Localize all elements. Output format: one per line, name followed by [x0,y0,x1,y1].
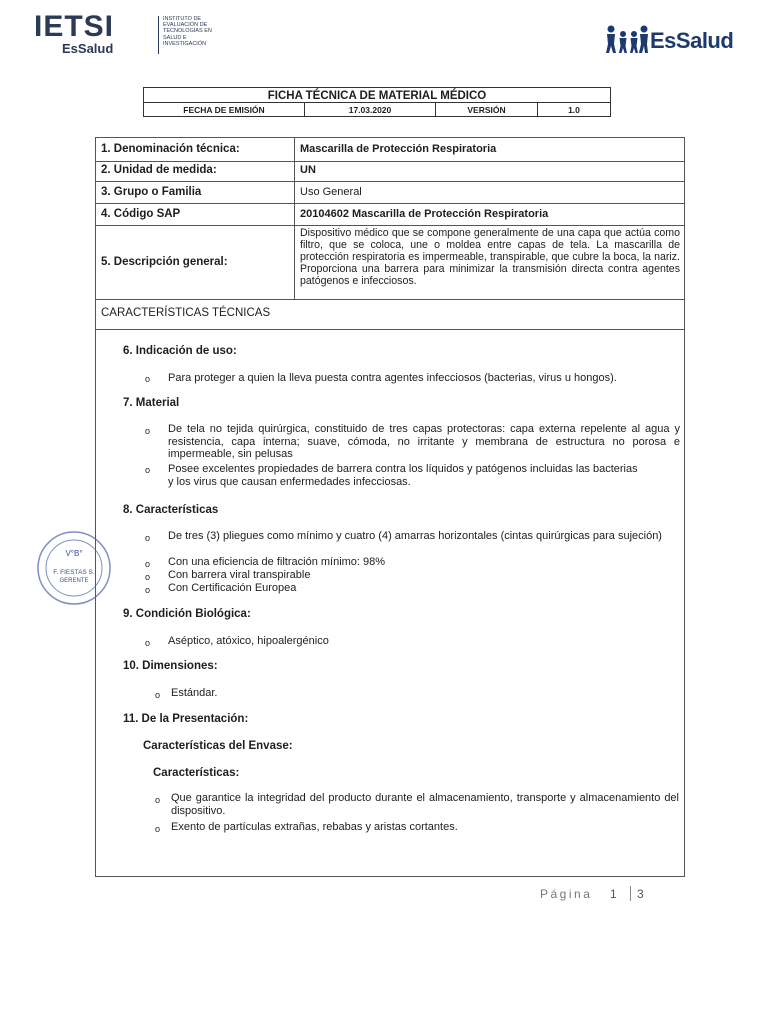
family-icon [604,24,648,54]
list-item: Posee excelentes propiedades de barrera contra los líquidos y patógenos incluidas las bacterias y los virus que causan enfermedades infecciosas. [168,463,638,488]
row-divider [95,203,685,204]
field-value-grupo: Uso General [300,186,362,198]
fecha-emision-value: 17.03.2020 [305,103,436,117]
field-value-codigo-sap: 20104602 Mascarilla de Protección Respiratoria [300,208,549,220]
field-label-descripcion: 5. Descripción general: [101,256,228,268]
field-value-unidad: UN [300,164,316,176]
version-value: 1.0 [568,105,580,115]
ietsi-logo-word: IETSI [34,10,115,43]
logo-divider [158,16,159,54]
bullet-marker: o [145,374,151,384]
section-title-caracteristicas: 8. Características [123,504,219,516]
ietsi-logo-subtitle: EsSalud [62,41,114,56]
list-item: Para proteger a quien la lleva puesta contra agentes infecciosos (bacterias, virus u hongos). [168,372,617,384]
bullet-marker: o [145,533,151,543]
subsection-title-envase: Características del Envase: [143,740,293,752]
section-title-dimensiones: 10. Dimensiones: [123,660,218,672]
list-item: Que garantice la integridad del producto durante el almacenamiento, transporte y almacenamiento del dispositivo. [171,792,679,817]
bullet-marker: o [155,690,161,700]
field-label-grupo: 3. Grupo o Familia [101,186,202,198]
ficha-title: FICHA TÉCNICA DE MATERIAL MÉDICO [144,88,610,103]
bullet-marker: o [145,559,151,569]
row-divider [95,299,685,300]
list-item: Exento de partículas extrañas, rebabas y aristas cortantes. [171,821,458,833]
footer-separator [630,886,631,901]
footer-page-label: Página [540,887,593,901]
stamp-name-text: F. FIESTAS S. [53,569,95,576]
list-item: Con una eficiencia de filtración mínimo: 98% [168,556,386,568]
section-title-indicacion: 6. Indicación de uso: [123,345,237,357]
bullet-marker: o [145,638,151,648]
ietsi-logo-institute: INSTITUTO DE EVALUACIÓN DE TECNOLOGÍAS EN SALUD E INVESTIGACIÓN [163,16,212,47]
row-divider [95,225,685,226]
bullet-marker: o [155,824,161,834]
section-title-condicion: 9. Condición Biológica: [123,608,251,620]
bullet-marker: o [155,795,161,805]
essalud-logo [602,22,747,56]
row-divider [95,181,685,182]
list-item: Estándar. [171,687,218,699]
list-item: Aséptico, atóxico, hipoalergénico [168,635,329,647]
ficha-header-table [143,87,611,117]
footer-page-total: 3 [637,887,644,901]
list-item: De tela no tejida quirúrgica, constituido de tres capas protectoras: capa externa repelente al agua y resistencia, capa interna; suave, cómoda, no irritante y membrana de estructura no porosa e impermeable, sin pelusas [168,423,680,460]
column-divider [294,137,295,299]
essalud-logo-word: EsSalud [650,28,734,53]
field-label-denominacion: 1. Denominación técnica: [101,143,240,155]
stamp-role-text: GERENTE [59,578,89,584]
list-item: Con Certificación Europea [168,582,297,594]
bullet-marker: o [145,465,151,475]
section-title-material: 7. Material [123,397,180,409]
field-label-codigo-sap: 4. Código SAP [101,208,181,220]
row-divider [95,329,685,330]
caracteristicas-tecnicas-title: CARACTERÍSTICAS TÉCNICAS [101,307,271,319]
stamp-top-text: V°B° [65,549,83,558]
version-label: VERSIÓN [436,103,538,117]
subsection-title-caracteristicas: Características: [153,767,240,779]
approval-stamp [34,528,114,608]
list-item: De tres (3) pliegues como mínimo y cuatro (4) amarras horizontales (cintas quirúrgicas para sujeción) [168,530,662,542]
footer-page-number: 1 [610,887,617,901]
bullet-marker: o [145,426,151,436]
bullet-marker: o [145,572,151,582]
list-item: Con barrera viral transpirable [168,569,311,581]
field-value-descripcion: Dispositivo médico que se compone generalmente de una capa que actúa como filtro, que se coloca, une o moldea entre capas de tela. La mascarilla de protección respiratoria es impermeable, transpirable, que cubre la boca, la nariz. Proporciona una barrera para minimizar la transmisión directa contra agentes patógenos e infecciosos. [300,227,680,287]
field-label-unidad: 2. Unidad de medida: [101,164,217,176]
field-value-denominacion: Mascarilla de Protección Respiratoria [300,143,497,155]
bullet-marker: o [145,585,151,595]
ietsi-logo [34,10,212,58]
section-title-presentacion: 11. De la Presentación: [123,713,249,725]
fecha-emision-label: FECHA DE EMISIÓN [144,103,305,117]
row-divider [95,161,685,162]
